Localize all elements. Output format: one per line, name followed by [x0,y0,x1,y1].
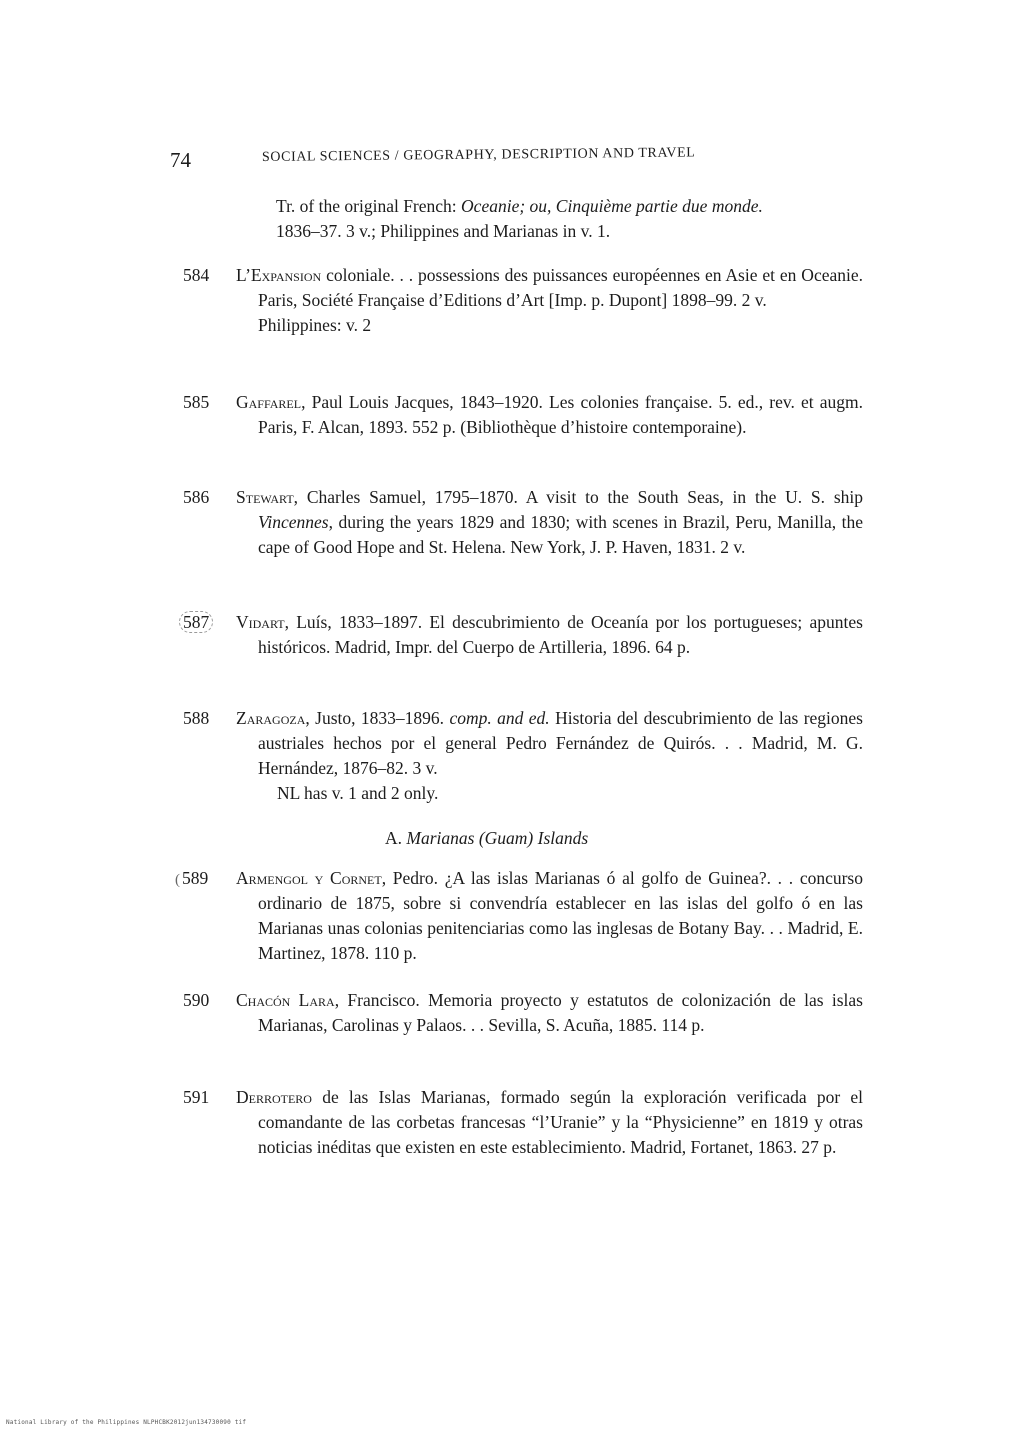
entry-author: Derrotero [236,1087,312,1107]
bibliography-entry-591 [183,1085,863,1160]
entry-number [183,610,229,635]
entry-description: , Justo, 1833–1896. [305,708,450,728]
entry-text [236,263,863,313]
entry-text [236,706,863,781]
entry-description: coloniale. . . possessions des puissances européennes en Asie et en Oceanie. Paris, Société Française d’Editions d’Art [Imp. p. Dupont] 1898–99. 2 v. [258,265,863,310]
entry-text [236,1085,863,1160]
entry-author: Zaragoza [236,708,306,728]
entry-description-cont: , during the years 1829 and 1830; with scenes in Brazil, Peru, Manilla, the cape of Good Hope and St. Helena. New York, J. P. Haven, 1831. 2 v. [258,512,863,557]
entry-note: Philippines: v. 2 [258,315,372,335]
entry-description: , Paul Louis Jacques, 1843–1920. Les colonies française. 5. ed., rev. et augm. Paris, F. Alcan, 1893. 552 p. (Bibliothèque d’histoire contemporaine). [258,392,863,437]
entry-text [236,390,863,440]
running-head: SOCIAL SCIENCES / GEOGRAPHY, DESCRIPTION AND TRAVEL [261,145,696,165]
continuation-title: Oceanie; ou, Cinquième partie due monde. [461,196,763,216]
bibliography-entry-589 [175,866,863,966]
bibliography-entry-587 [183,610,863,660]
bibliography-entry-585 [183,390,863,440]
entry-role: comp. and ed. [449,708,550,728]
continuation-line-1 [276,194,866,219]
bibliography-entry-590 [183,988,863,1038]
entry-author: Gaffarel [236,392,302,412]
entry-number: 591 [183,1087,210,1107]
entry-number: 588 [183,708,210,728]
section-title: Marianas (Guam) Islands [406,828,589,848]
entry-note: NL has v. 1 and 2 only. [277,783,439,803]
section-prefix: A. [385,828,407,848]
entry-description-cont: Historia del descubrimiento de las regiones austriales hechos por el general Pedro Fernández de Quirós. . . Madrid, M. G. Hernández, 1876–82. 3 v. [258,708,863,778]
entry-author: Chacón Lara [236,990,335,1010]
entry-description: de las Islas Marianas, formado según la exploración verificada por el comandante de las corbetas francesas “l’Uranie” y la “Physicienne” en 1819 y otras noticias inéditas que existen en este establecimiento. Madrid, Fortanet, 1863. 27 p. [258,1087,863,1157]
section-heading [385,828,588,849]
entry-description: , Luís, 1833–1897. El descubrimiento de Oceanía por los portugueses; apuntes históricos. Madrid, Impr. del Cuerpo de Artilleria, 1896. 64 p. [258,612,863,657]
continuation-prefix: Tr. of the original French: [276,196,462,216]
entry-number [175,866,229,893]
entry-text [236,610,863,660]
page-number: 74 [170,148,191,172]
entry-number: 586 [183,487,210,507]
entry-number-value: 589 [182,868,209,888]
entry-author: Armengol y Cornet [236,868,382,888]
entry-description: , Pedro. ¿A las islas Marianas ó al golfo de Guinea?. . . concurso ordinario de 1875, sobre si convendría establecer en las islas del golfo ó en las Marianas unas colonias penitenciarias como las inglesas de Botany Bay. . . Madrid, E. Martinez, 1878. 110 p. [258,868,863,963]
bibliography-entry-588 [183,706,863,806]
entry-description: , Francisco. Memoria proyecto y estatutos de colonización de las islas Marianas, Carolinas y Palaos. . . Sevilla, S. Acuña, 1885. 114 p. [258,990,863,1035]
entry-description: , Charles Samuel, 1795–1870. A visit to the South Seas, in the U. S. ship [293,487,863,507]
continuation-text [276,194,866,244]
entry-number: 585 [183,392,210,412]
scan-footer: National Library of the Philippines NLPHCBK2012jun134730090 tif [6,1419,247,1426]
entry-text [236,485,863,560]
entry-text [236,988,863,1038]
entry-number-circled: 587 [179,611,213,633]
entry-author: L’Expansion [236,265,322,285]
entry-text [236,866,863,966]
pencil-mark-icon: ( [175,872,180,888]
entry-number: 584 [183,265,210,285]
entry-ship-name: Vincennes [258,512,329,532]
entry-author: Stewart [236,487,294,507]
bibliography-entry-586 [183,485,863,560]
continuation-line-2: 1836–37. 3 v.; Philippines and Marianas in v. 1. [276,221,611,241]
entry-number: 590 [183,990,210,1010]
bibliography-entry-584 [183,263,863,338]
entry-author: Vidart [236,612,285,632]
